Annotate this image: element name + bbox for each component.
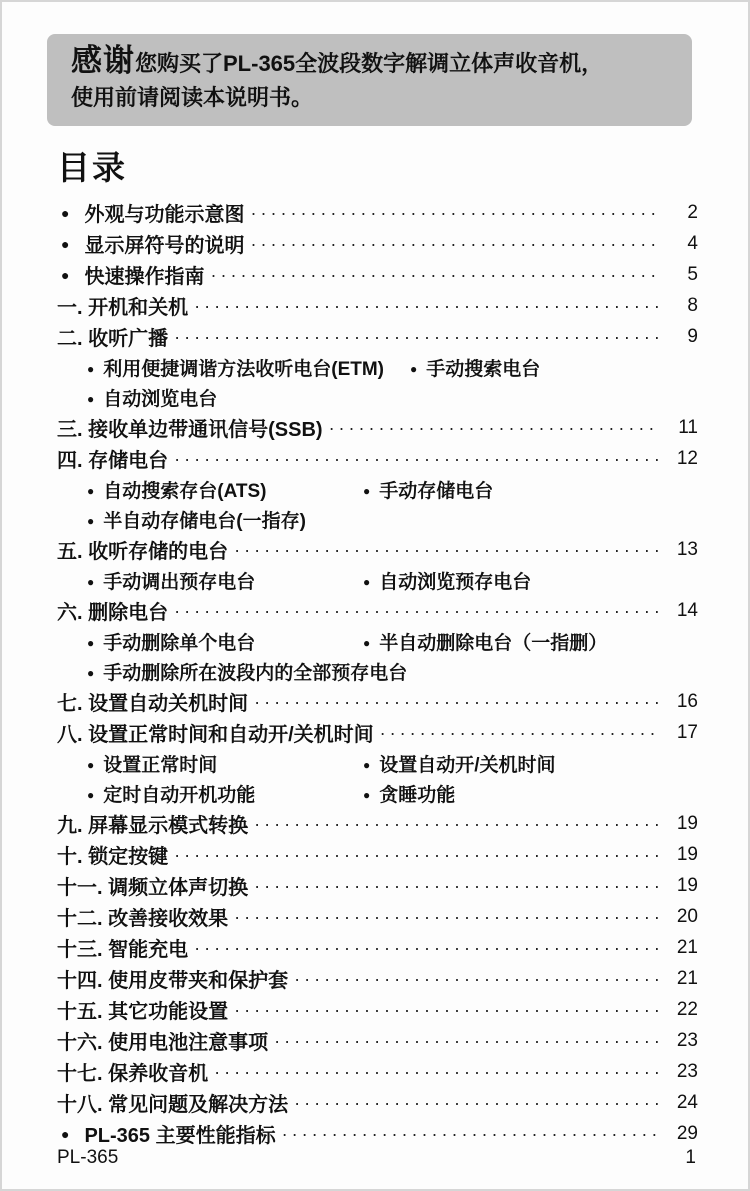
toc-entry-label: 八. 设置正常时间和自动开/关机时间 bbox=[57, 724, 374, 746]
toc-sub-item: ● 设置自动开/关机时间 bbox=[363, 754, 556, 776]
toc-page-number: 13 bbox=[676, 538, 698, 560]
dotted-leader bbox=[210, 264, 660, 286]
toc-sub-item: ● 手动删除所在波段内的全部预存电台 bbox=[87, 662, 408, 684]
toc-row bbox=[57, 839, 698, 870]
toc-sub-row bbox=[57, 474, 698, 504]
bullet-icon: ● bbox=[87, 391, 95, 406]
dotted-leader bbox=[234, 906, 660, 928]
bullet-icon: ● bbox=[61, 1125, 70, 1142]
toc-row bbox=[57, 321, 698, 352]
toc-entry-label: 九. 屏幕显示模式转换 bbox=[57, 815, 249, 837]
toc-page-number: 16 bbox=[676, 690, 698, 712]
toc-row bbox=[57, 197, 698, 228]
toc-row bbox=[57, 1025, 698, 1056]
dotted-leader bbox=[174, 326, 660, 348]
footer-model-label: PL-365 bbox=[57, 1147, 119, 1168]
toc-entry-label: 十一. 调频立体声切换 bbox=[57, 877, 249, 899]
bullet-icon: ● bbox=[363, 635, 371, 650]
notice-line-1 bbox=[71, 42, 674, 83]
toc-entry-label: 十. 锁定按键 bbox=[57, 846, 169, 868]
toc-entry-label: 三. 接收单边带通讯信号(SSB) bbox=[57, 419, 323, 441]
toc-page-number: 14 bbox=[676, 599, 698, 621]
toc-entry-label: 十六. 使用电池注意事项 bbox=[57, 1032, 269, 1054]
page-footer bbox=[57, 1147, 696, 1169]
dotted-leader bbox=[174, 844, 660, 866]
toc-page-number: 8 bbox=[687, 294, 698, 316]
toc-entry-label: 显示屏符号的说明 bbox=[84, 235, 245, 257]
dotted-leader bbox=[254, 691, 660, 713]
toc-sub-row bbox=[57, 778, 698, 808]
toc-page-number: 5 bbox=[687, 263, 698, 285]
toc-sub-item: ● 半自动存储电台(一指存) bbox=[87, 510, 306, 532]
dotted-leader bbox=[282, 1123, 660, 1145]
toc-page-number: 22 bbox=[676, 998, 698, 1020]
toc-sub-item: ● 自动浏览预存电台 bbox=[363, 571, 532, 593]
toc-row bbox=[57, 1118, 698, 1149]
footer-page-number: 1 bbox=[685, 1147, 696, 1168]
thanks-notice-box bbox=[47, 34, 692, 126]
toc-sub-item: ● 手动存储电台 bbox=[363, 480, 494, 502]
toc-row bbox=[57, 1056, 698, 1087]
toc-entry-label: 一. 开机和关机 bbox=[57, 297, 189, 319]
toc-entry-label: 十七. 保养收音机 bbox=[57, 1063, 209, 1085]
toc-row bbox=[57, 534, 698, 565]
bullet-icon: ● bbox=[363, 574, 371, 589]
bullet-icon: ● bbox=[87, 635, 95, 650]
toc-sub-row bbox=[57, 626, 698, 656]
toc-page-number: 11 bbox=[678, 416, 698, 438]
dotted-leader bbox=[254, 813, 660, 835]
toc-page-number: 21 bbox=[676, 936, 698, 958]
toc-entry-label: 四. 存储电台 bbox=[57, 450, 169, 472]
toc-page-number: 20 bbox=[676, 905, 698, 927]
toc-page-number: 29 bbox=[676, 1122, 698, 1144]
toc-sub-item: ● 利用便捷调谐方法收听电台(ETM) bbox=[87, 358, 385, 380]
toc-entry-label: 二. 收听广播 bbox=[57, 328, 169, 350]
toc-page-number: 21 bbox=[676, 967, 698, 989]
toc-row bbox=[57, 259, 698, 290]
toc-entry-label: 十八. 常见问题及解决方法 bbox=[57, 1094, 289, 1116]
dotted-leader bbox=[234, 999, 660, 1021]
toc-row bbox=[57, 808, 698, 839]
dotted-leader bbox=[174, 448, 660, 470]
dotted-leader bbox=[294, 1092, 660, 1114]
toc-page-number: 19 bbox=[676, 874, 698, 896]
toc-list bbox=[57, 197, 698, 1149]
notice-line-1-rest: 您购买了PL-365全波段数字解调立体声收音机， bbox=[135, 51, 604, 76]
toc-entry-label: 六. 删除电台 bbox=[57, 602, 169, 624]
toc-row bbox=[57, 932, 698, 963]
toc-sub-item: ● 定时自动开机功能 bbox=[87, 784, 256, 806]
toc-entry-label: 五. 收听存储的电台 bbox=[57, 541, 229, 563]
toc-sub-item: ● 手动删除单个电台 bbox=[87, 632, 256, 654]
bullet-icon: ● bbox=[363, 787, 371, 802]
bullet-icon: ● bbox=[410, 361, 418, 376]
bullet-icon: ● bbox=[363, 757, 371, 772]
toc-entry-label: 外观与功能示意图 bbox=[84, 204, 245, 226]
toc-page-number: 17 bbox=[676, 721, 698, 743]
notice-line-2: 使用前请阅读本说明书。 bbox=[71, 85, 314, 110]
toc-entry-label: 十二. 改善接收效果 bbox=[57, 908, 229, 930]
toc-page-number: 19 bbox=[676, 812, 698, 834]
toc-title: 目录 bbox=[57, 149, 127, 186]
bullet-icon: ● bbox=[87, 361, 95, 376]
toc-sub-row bbox=[57, 748, 698, 778]
bullet-icon: ● bbox=[87, 483, 95, 498]
toc-sub-row bbox=[57, 504, 698, 534]
toc-page-number: 2 bbox=[687, 201, 698, 223]
dotted-leader bbox=[329, 417, 660, 439]
toc-entry-label: 七. 设置自动关机时间 bbox=[57, 693, 249, 715]
toc-row bbox=[57, 686, 698, 717]
toc-page-number: 9 bbox=[687, 325, 698, 347]
bullet-icon: ● bbox=[87, 757, 95, 772]
toc-entry-label: 十四. 使用皮带夹和保护套 bbox=[57, 970, 289, 992]
toc-page-number: 4 bbox=[687, 232, 698, 254]
toc-row bbox=[57, 443, 698, 474]
toc-entry-label: 十五. 其它功能设置 bbox=[57, 1001, 229, 1023]
dotted-leader bbox=[234, 539, 660, 561]
toc-row bbox=[57, 963, 698, 994]
toc-entry-label: PL-365 主要性能指标 bbox=[84, 1125, 276, 1147]
toc-page-number: 23 bbox=[676, 1029, 698, 1051]
bullet-icon: ● bbox=[61, 266, 70, 283]
bullet-icon: ● bbox=[87, 513, 95, 528]
toc-sub-row bbox=[57, 382, 698, 412]
toc-sub-item: ● 手动调出预存电台 bbox=[87, 571, 256, 593]
toc-sub-item: ● 贪睡功能 bbox=[363, 784, 456, 806]
toc-row bbox=[57, 870, 698, 901]
toc-row bbox=[57, 901, 698, 932]
toc-row bbox=[57, 595, 698, 626]
notice-lead-word: 感谢 bbox=[71, 43, 135, 78]
toc-sub-item: ● 自动浏览电台 bbox=[87, 388, 218, 410]
toc-row bbox=[57, 717, 698, 748]
toc-page-number: 12 bbox=[676, 447, 698, 469]
dotted-leader bbox=[274, 1030, 660, 1052]
bullet-icon: ● bbox=[61, 235, 70, 252]
bullet-icon: ● bbox=[61, 204, 70, 221]
dotted-leader bbox=[294, 968, 660, 990]
dotted-leader bbox=[194, 295, 660, 317]
dotted-leader bbox=[214, 1061, 660, 1083]
toc-sub-row bbox=[57, 352, 698, 382]
dotted-leader bbox=[250, 233, 660, 255]
toc-row bbox=[57, 290, 698, 321]
toc-entry-label: 快速操作指南 bbox=[84, 266, 205, 288]
toc-entry-label: 十三. 智能充电 bbox=[57, 939, 189, 961]
toc-row bbox=[57, 412, 698, 443]
toc-row bbox=[57, 1087, 698, 1118]
dotted-leader bbox=[174, 600, 660, 622]
toc-page-number: 23 bbox=[676, 1060, 698, 1082]
bullet-icon: ● bbox=[87, 574, 95, 589]
toc-sub-row bbox=[57, 565, 698, 595]
toc-sub-item: ● 半自动删除电台（一指删） bbox=[363, 632, 608, 654]
bullet-icon: ● bbox=[363, 483, 371, 498]
toc-sub-item: ● 手动搜索电台 bbox=[410, 358, 541, 380]
dotted-leader bbox=[194, 937, 660, 959]
dotted-leader bbox=[250, 202, 660, 224]
toc-row bbox=[57, 228, 698, 259]
toc-page-number: 24 bbox=[676, 1091, 698, 1113]
toc-sub-row bbox=[57, 656, 698, 686]
dotted-leader bbox=[380, 722, 660, 744]
bullet-icon: ● bbox=[87, 787, 95, 802]
dotted-leader bbox=[254, 875, 660, 897]
bullet-icon: ● bbox=[87, 665, 95, 680]
toc-sub-item: ● 设置正常时间 bbox=[87, 754, 218, 776]
toc-page-number: 19 bbox=[676, 843, 698, 865]
toc-sub-item: ● 自动搜索存台(ATS) bbox=[87, 480, 267, 502]
toc-row bbox=[57, 994, 698, 1025]
